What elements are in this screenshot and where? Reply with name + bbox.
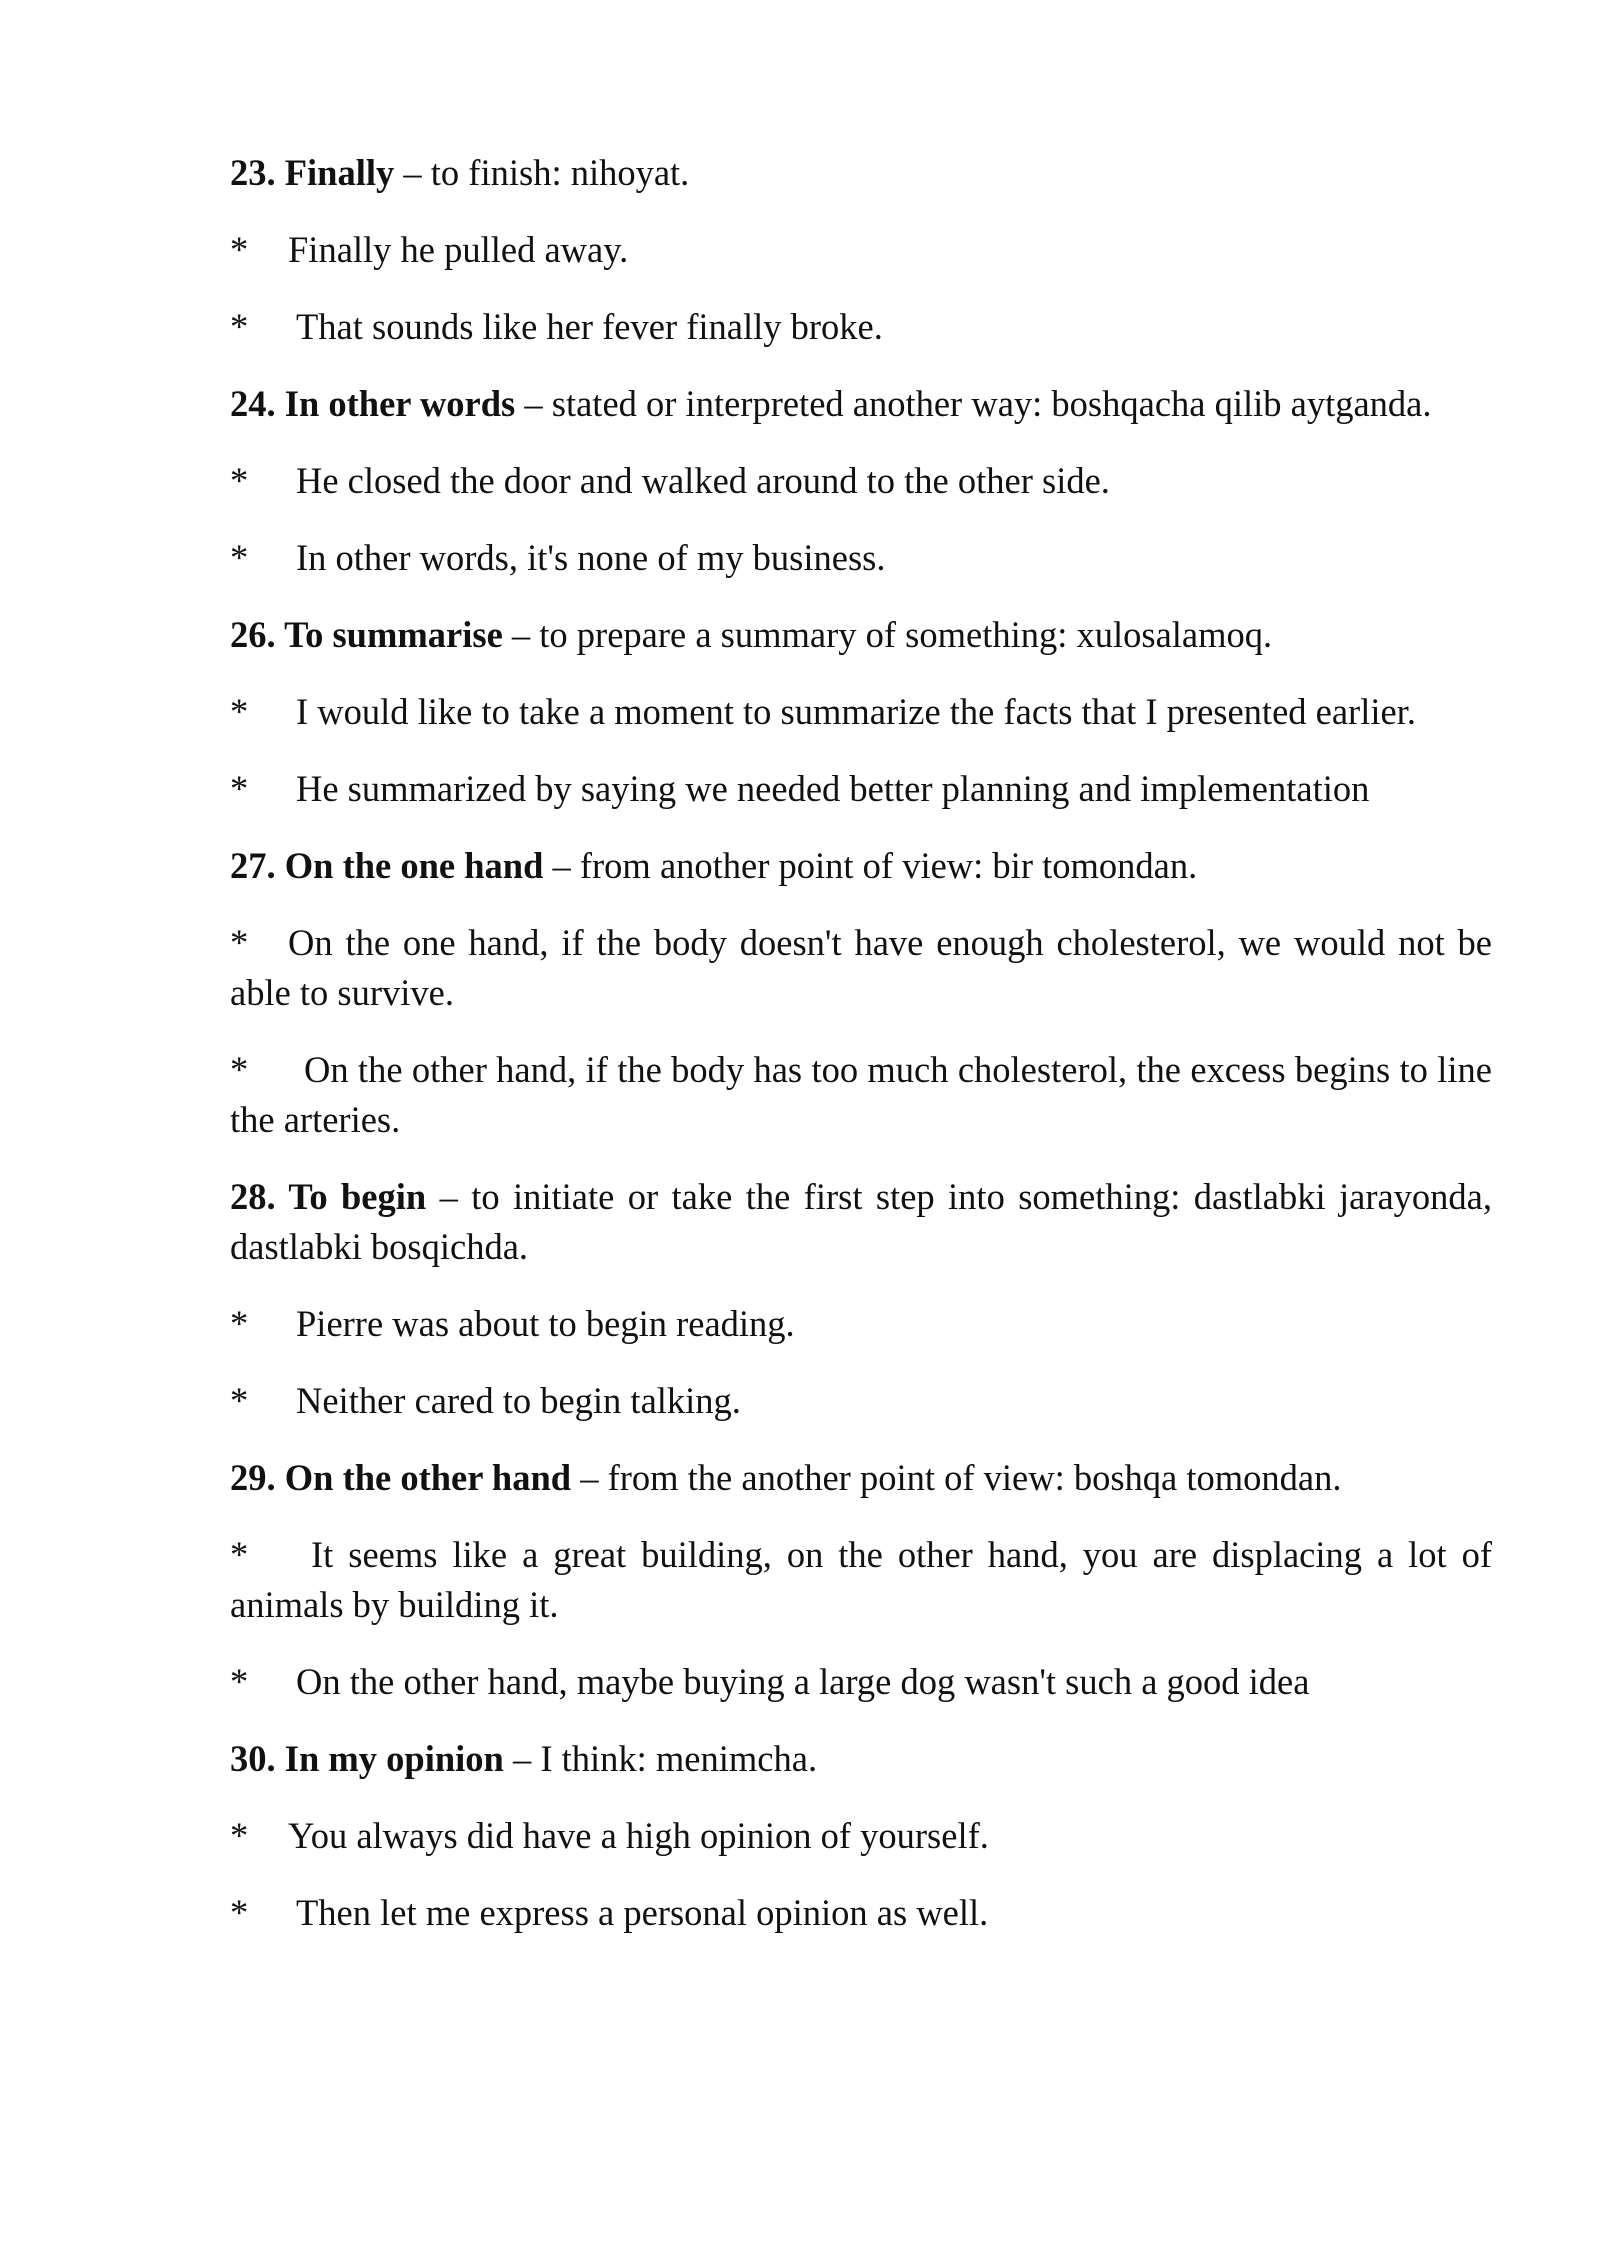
term-heading: 29. On the other hand xyxy=(230,1457,572,1498)
example-sentence xyxy=(230,1530,1492,1630)
example-text: Pierre was about to begin reading. xyxy=(296,1303,795,1344)
vocabulary-list xyxy=(230,148,1492,1938)
example-sentence xyxy=(230,225,1492,275)
example-text: On the one hand, if the body doesn't have enough cholesterol, we would not be able to survive. xyxy=(230,922,1492,1013)
example-sentence xyxy=(230,687,1492,737)
example-text: In other words, it's none of my business. xyxy=(296,537,886,578)
example-text: He closed the door and walked around to the other side. xyxy=(296,460,1110,501)
term-heading: 28. To begin xyxy=(230,1176,427,1217)
term-entry-in-my-opinion xyxy=(230,1734,1492,1784)
term-heading: 27. On the one hand xyxy=(230,845,544,886)
term-entry-on-the-one-hand xyxy=(230,841,1492,891)
bullet-asterisk: * xyxy=(230,229,249,270)
term-heading: 23. Finally xyxy=(230,152,395,193)
term-entry-on-the-other-hand xyxy=(230,1453,1492,1503)
bullet-asterisk: * xyxy=(230,768,249,809)
term-heading: 24. In other words xyxy=(230,383,516,424)
example-sentence xyxy=(230,1811,1492,1861)
bullet-asterisk: * xyxy=(230,1303,249,1344)
example-text: You always did have a high opinion of yourself. xyxy=(288,1815,989,1856)
term-entry-in-other-words xyxy=(230,379,1492,429)
bullet-asterisk: * xyxy=(230,691,249,732)
term-heading: 26. To summarise xyxy=(230,614,503,655)
term-definition: – I think: menimcha. xyxy=(503,1738,818,1779)
term-definition: – from another point of view: bir tomondan. xyxy=(543,845,1198,886)
example-sentence xyxy=(230,918,1492,1018)
bullet-asterisk: * xyxy=(230,1661,249,1702)
bullet-asterisk: * xyxy=(230,1815,249,1856)
example-text: On the other hand, maybe buying a large dog wasn't such a good idea xyxy=(296,1661,1310,1702)
term-definition: – from the another point of view: boshqa tomondan. xyxy=(571,1457,1342,1498)
example-sentence xyxy=(230,533,1492,583)
bullet-asterisk: * xyxy=(230,460,249,501)
term-heading: 30. In my opinion xyxy=(230,1738,504,1779)
example-text: I would like to take a moment to summarize the facts that I presented earlier. xyxy=(296,691,1416,732)
example-text: Then let me express a personal opinion as well. xyxy=(296,1892,989,1933)
example-sentence xyxy=(230,1376,1492,1426)
example-sentence xyxy=(230,1888,1492,1938)
bullet-asterisk: * xyxy=(230,537,249,578)
example-text: It seems like a great building, on the other hand, you are displacing a lot of animals by building it. xyxy=(230,1534,1492,1625)
example-sentence xyxy=(230,764,1492,814)
term-definition: – to prepare a summary of something: xulosalamoq. xyxy=(502,614,1273,655)
term-definition: – to finish: nihoyat. xyxy=(394,152,690,193)
term-entry-to-summarise xyxy=(230,610,1492,660)
example-text: He summarized by saying we needed better planning and implementation xyxy=(296,768,1370,809)
bullet-asterisk: * xyxy=(230,1892,249,1933)
example-text: On the other hand, if the body has too much cholesterol, the excess begins to line the arteries. xyxy=(230,1049,1492,1140)
example-text: That sounds like her fever finally broke. xyxy=(296,306,883,347)
example-text: Neither cared to begin talking. xyxy=(296,1380,741,1421)
term-entry-to-begin xyxy=(230,1172,1492,1272)
example-text: Finally he pulled away. xyxy=(288,229,629,270)
example-sentence xyxy=(230,1045,1492,1145)
bullet-asterisk: * xyxy=(230,1534,249,1575)
bullet-asterisk: * xyxy=(230,922,249,963)
example-sentence xyxy=(230,1299,1492,1349)
bullet-asterisk: * xyxy=(230,1049,249,1090)
example-sentence xyxy=(230,302,1492,352)
example-sentence xyxy=(230,1657,1492,1707)
term-definition: – to initiate or take the first step into something: dastlabki jarayonda, dastlabki bosqichda. xyxy=(230,1176,1492,1267)
bullet-asterisk: * xyxy=(230,306,249,347)
example-sentence xyxy=(230,456,1492,506)
term-entry-finally xyxy=(230,148,1492,198)
bullet-asterisk: * xyxy=(230,1380,249,1421)
term-definition: – stated or interpreted another way: boshqacha qilib aytganda. xyxy=(515,383,1432,424)
